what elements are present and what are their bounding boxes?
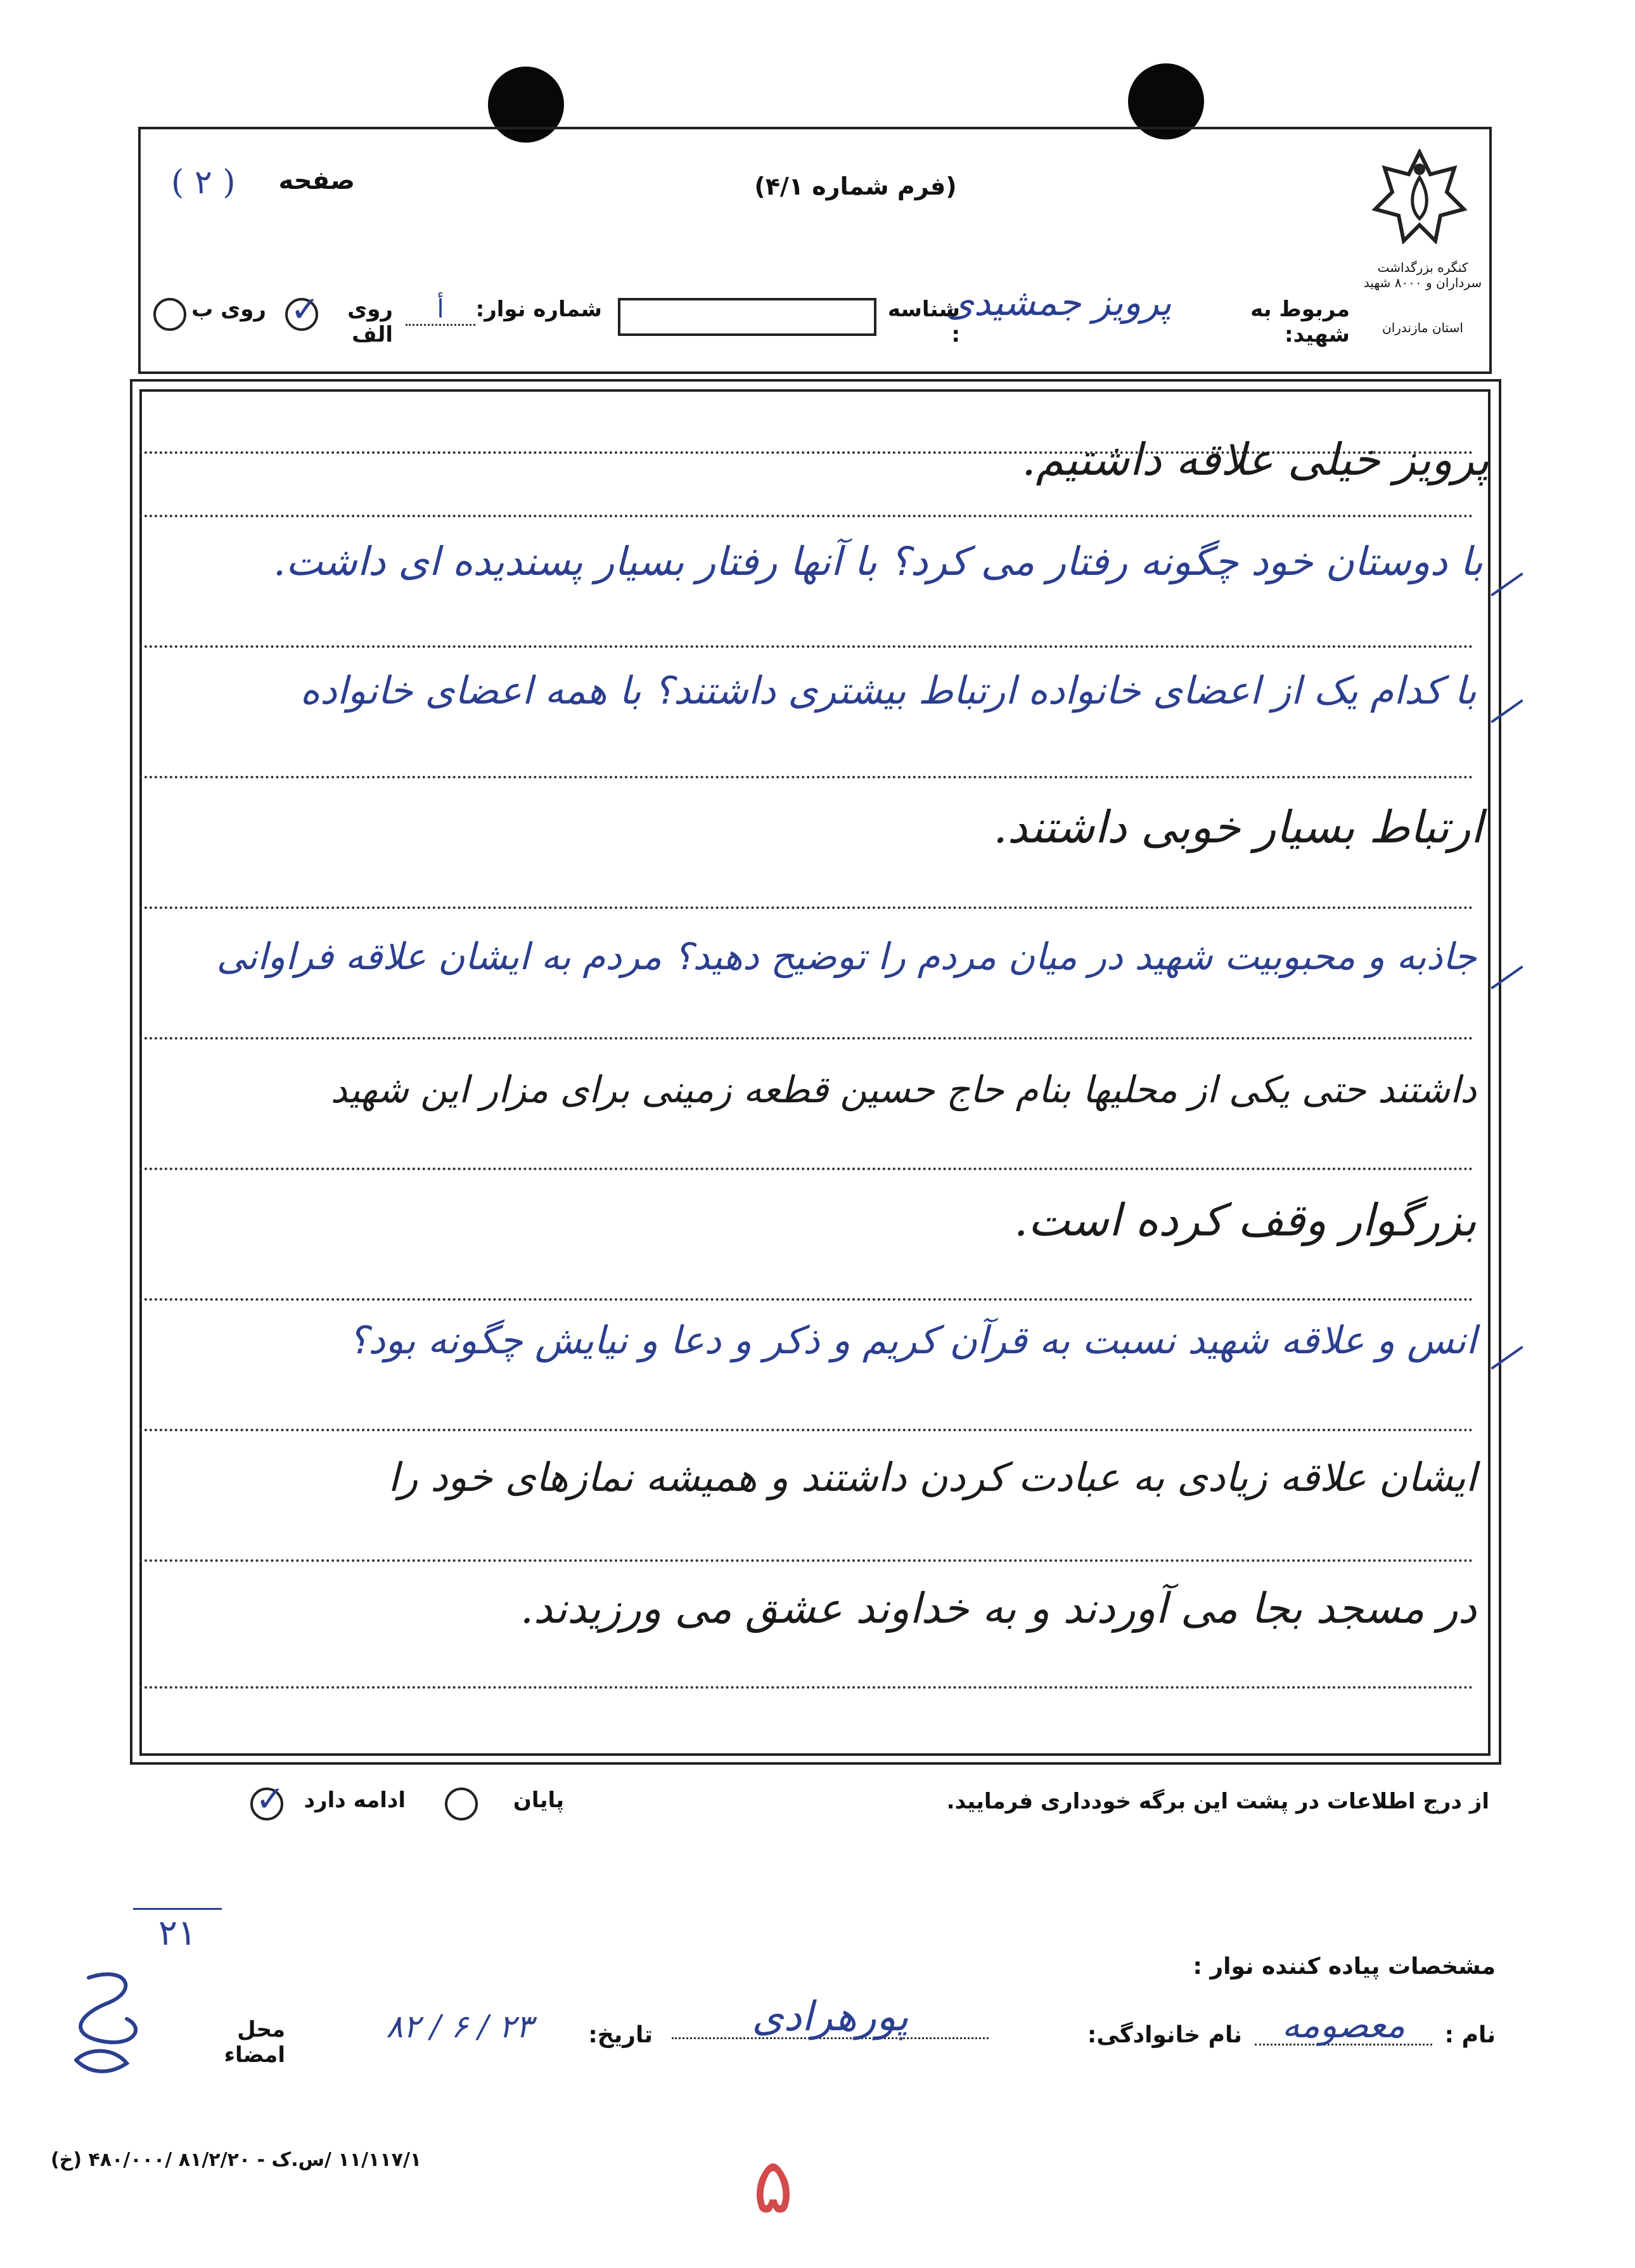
answer-line-9: ایشان علاقه زیادی به عبادت کردن داشتند و همیشه نمازهای خود را — [388, 1454, 1477, 1500]
continues-label: ادامه دارد — [304, 1788, 406, 1813]
handwritten-number: ۵ — [752, 2142, 794, 2231]
rule-line — [139, 906, 1473, 909]
tape-label: شماره نوار: — [475, 297, 602, 322]
form-number: (فرم شماره ۴/۱) — [754, 172, 957, 200]
answer-line-5: جاذبه و محبوبیت شهید در میان مردم را توضیح دهید؟ مردم به ایشان علاقه فراوانی — [216, 935, 1477, 978]
answer-line-4: ارتباط بسیار خوبی داشتند. — [993, 801, 1483, 853]
martyr-label: مربوط به شهید: — [1250, 297, 1350, 347]
footer-note: از درج اطلاعات در پشت این برگه خودداری فرمایید. — [946, 1789, 1489, 1814]
rule-line — [139, 1559, 1473, 1562]
check-icon: ✓ — [255, 1779, 285, 1820]
org-logo — [1372, 149, 1467, 269]
signature-label: محل امضاء — [224, 2017, 285, 2068]
answer-line-1: پرویز خیلی علاقه داشتیم. — [1022, 434, 1489, 486]
org-region: استان مازندران — [1382, 320, 1463, 335]
martyr-name: پرویز جمشیدی — [945, 281, 1172, 324]
form-code: ۱۱/۱۱۷/۱ /س.ک - ۸۱/۲/۲۰ /۴۸۰/۰۰۰ (خ) — [51, 2149, 422, 2171]
id-label: شناسه : — [887, 297, 960, 347]
tape-value: أ — [406, 295, 475, 326]
answer-line-3: با کدام یک از اعضای خانواده ارتباط بیشتری داشتند؟ با همه اعضای خانواده — [300, 669, 1477, 713]
answer-line-6: داشتند حتی یکی از محلیها بنام حاج حسین قطعه زمینی برای مزار این شهید — [330, 1068, 1477, 1111]
first-name-label: نام : — [1444, 2022, 1496, 2048]
side-a-checkbox[interactable] — [285, 289, 320, 331]
rule-line — [139, 1429, 1473, 1431]
rule-line — [139, 1298, 1473, 1301]
continues-checkbox[interactable] — [250, 1779, 285, 1820]
page-label: صفحه — [278, 166, 355, 195]
last-name-label: نام خانوادگی: — [1087, 2022, 1242, 2048]
org-name: کنگره بزرگداشت سرداران و ۸۰۰۰ شهید — [1363, 260, 1482, 290]
page-tally: ۲۱ — [133, 1908, 222, 1954]
check-icon: ✓ — [290, 289, 320, 330]
last-name-value: پورهرادی — [672, 1997, 989, 2039]
date-value: ۸۲ / ۶ / ۲۳ — [386, 2008, 533, 2045]
rule-line — [139, 515, 1473, 517]
answer-line-2: با دوستان خود چگونه رفتار می کرد؟ با آنها رفتار بسیار پسندیده ای داشت. — [273, 538, 1483, 584]
end-checkbox[interactable] — [445, 1788, 478, 1820]
page-number: ( ۲ ) — [171, 164, 236, 202]
rule-line — [139, 645, 1473, 648]
rule-line — [139, 1037, 1473, 1040]
transcriber-heading: مشخصات پیاده کننده نوار : — [1193, 1954, 1496, 1980]
date-label: تاریخ: — [588, 2022, 653, 2048]
side-b-checkbox[interactable] — [153, 298, 186, 331]
signature-icon — [51, 1952, 165, 2079]
answer-line-10: در مسجد بجا می آوردند و به خداوند عشق می ورزیدند. — [520, 1584, 1477, 1633]
org-emblem-icon — [1372, 149, 1467, 244]
end-label: پایان — [513, 1788, 564, 1813]
answer-line-7: بزرگوار وقف کرده است. — [1013, 1194, 1477, 1246]
rule-line — [139, 776, 1473, 778]
answer-line-8: انس و علاقه شهید نسبت به قرآن کریم و ذکر و دعا و نیایش چگونه بود؟ — [348, 1318, 1477, 1363]
first-name-value: معصومه — [1255, 2008, 1432, 2046]
side-b-label: روی ب — [191, 297, 266, 322]
id-input-box[interactable] — [618, 298, 876, 336]
rule-line — [139, 1168, 1473, 1170]
rule-line — [139, 1686, 1473, 1689]
side-a-label: روی الف — [347, 297, 393, 347]
